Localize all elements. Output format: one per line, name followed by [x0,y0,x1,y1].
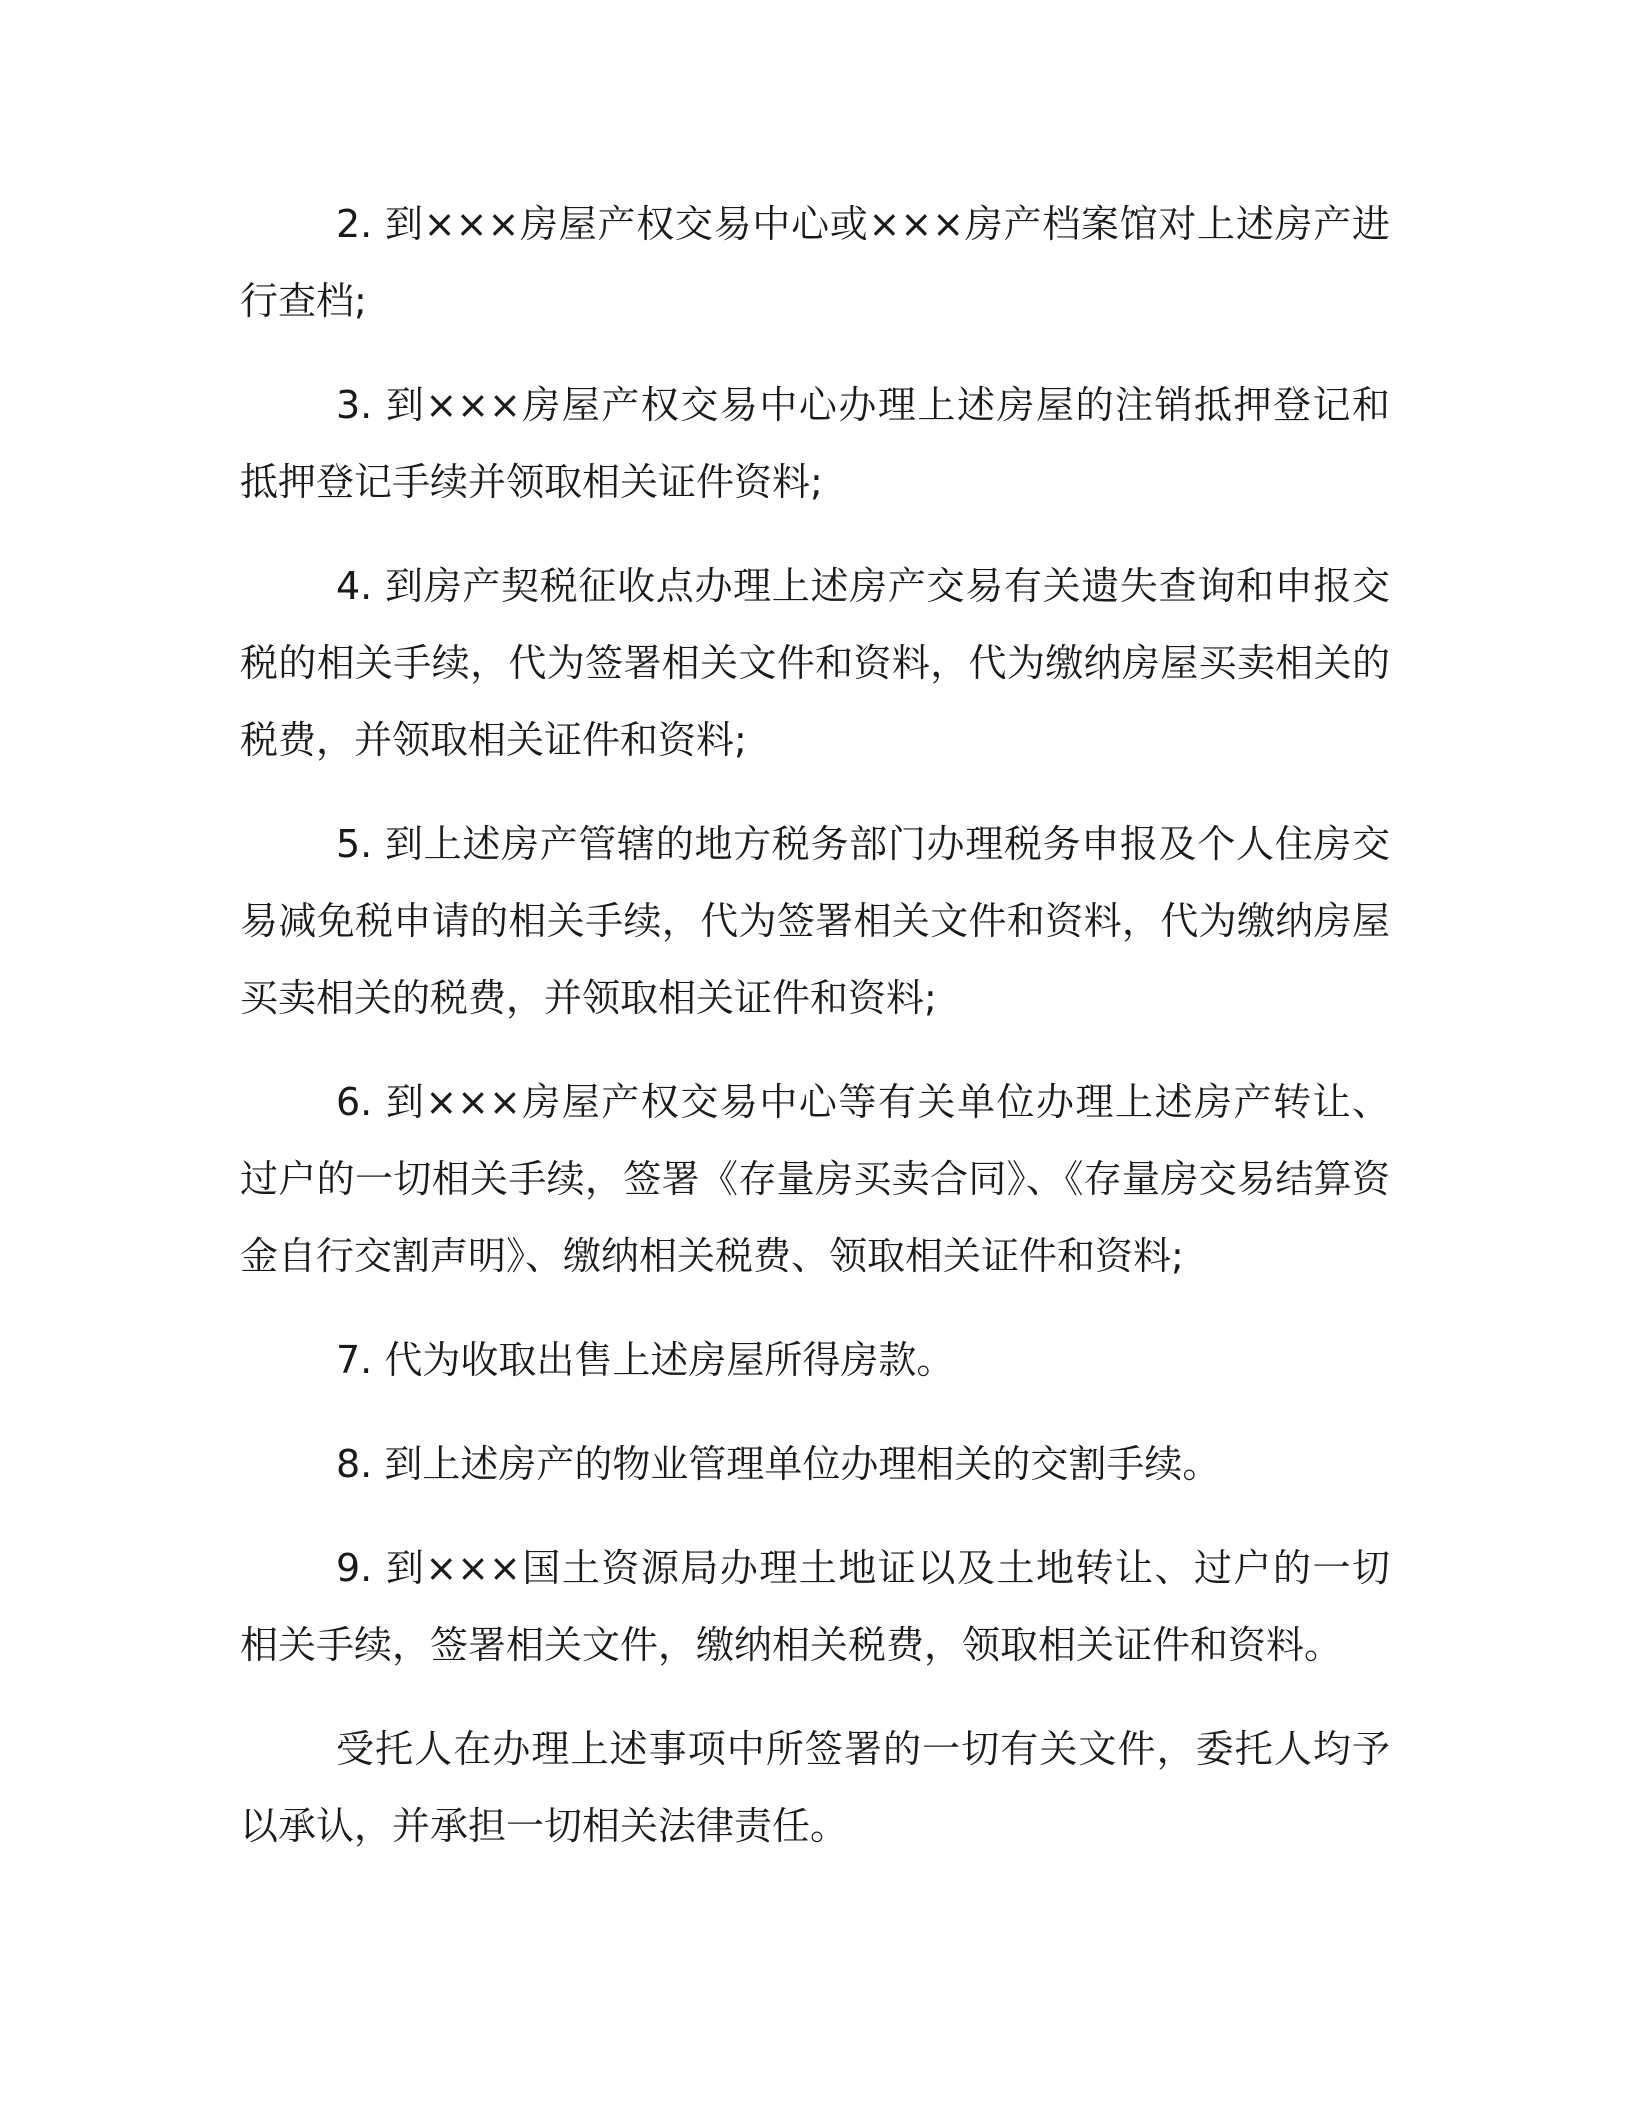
paragraph-item-3: 3. 到×××房屋产权交易中心办理上述房屋的注销抵押登记和抵押登记手续并领取相关证件资料; [240,383,1390,504]
paragraph-item-4: 4. 到房产契税征收点办理上述房产交易有关遗失查询和申报交税的相关手续，代为签署相关文件和资料，代为缴纳房屋买卖相关的税费，并领取相关证件和资料; [240,564,1390,762]
paragraph-item-2: 2. 到×××房屋产权交易中心或×××房产档案馆对上述房产进行查档; [240,202,1390,323]
paragraph-item-9: 9. 到×××国土资源局办理土地证以及土地转让、过户的一切相关手续，签署相关文件，缴纳相关税费，领取相关证件和资料。 [240,1546,1390,1667]
paragraph-item-7: 7. 代为收取出售上述房屋所得房款。 [336,1338,955,1382]
paragraph-item-8: 8. 到上述房产的物业管理单位办理相关的交割手续。 [336,1442,1221,1486]
document-body [240,186,1390,1892]
paragraph-item-6: 6. 到×××房屋产权交易中心等有关单位办理上述房产转让、过户的一切相关手续，签署《存量房买卖合同》、《存量房交易结算资金自行交割声明》、缴纳相关税费、领取相关证件和资料; [240,1080,1390,1278]
paragraph-closing-statement: 受托人在办理上述事项中所签署的一切有关文件，委托人均予以承认，并承担一切相关法律责任。 [240,1727,1390,1848]
paragraph-item-5: 5. 到上述房产管辖的地方税务部门办理税务申报及个人住房交易减免税申请的相关手续，代为签署相关文件和资料，代为缴纳房屋买卖相关的税费，并领取相关证件和资料; [240,822,1390,1020]
